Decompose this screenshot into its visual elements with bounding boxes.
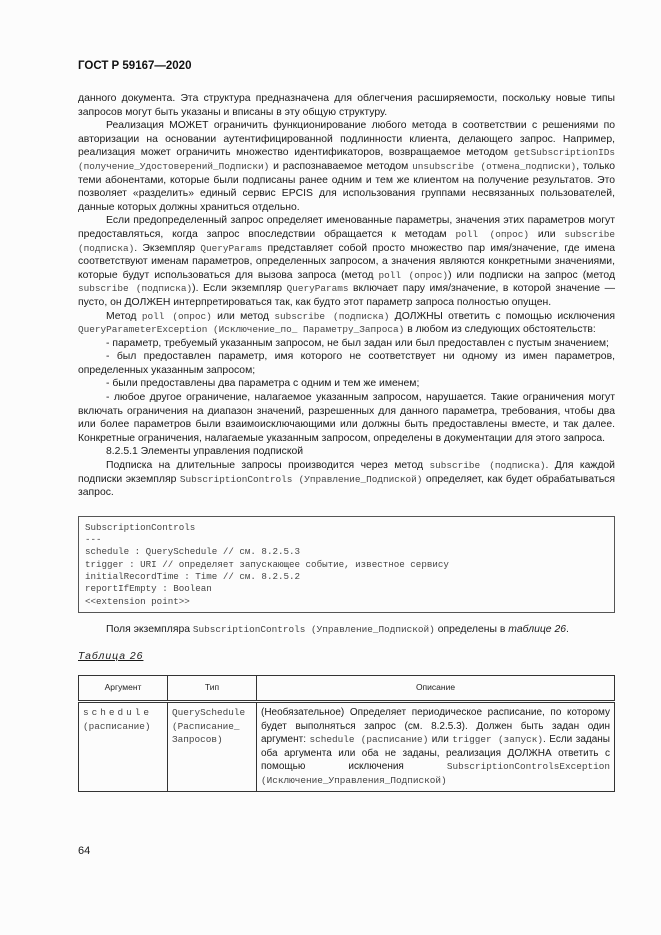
page-number: 64 [78,845,91,857]
column-header: Тип [168,676,257,702]
document-header: ГОСТ Р 59167—2020 [78,60,192,72]
paragraph-5: Подписка на длительные запросы производится через метод subscribe (подписка). Для каждой подписки экземпляр SubscriptionControls (Управление_Подпиской) определяет, как будет обрабатываться запрос. [78,460,615,499]
paragraph-1: данного документа. Эта структура предназначена для облегчения расширяемости, поскольку новые типы запросов могут быть указаны и вписаны в эту общую структуру. [78,93,615,118]
table-row [79,702,615,792]
paragraph-3: Если предопределенный запрос определяет именованные параметры, значения этих параметров могут предоставляться, когда запрос впоследствии обращается к методам poll (опрос) или subscribe (подписка). Экземпляр QueryParams представляет собой просто множество пар имя/значение, где имена соответствуют именам параметров, определенных запросом, а значения являются конкретными значениями, которые будут использоваться для вызова запроса (метод poll (опрос)) или подписки на запрос (метод subscribe (подписка)). Если экземпляр QueryParams включает пару имя/значение, в которой значение — пусто, он ДОЛЖЕН интерпретироваться так, как будто этот параметр запроса полностью опущен. [78,215,616,308]
paragraph-2: Реализация МОЖЕТ ограничить функционирование любого метода в соответствии с решениями по авторизации на основании аутентифицированной подлинности клиента, делающего запрос. Например, реализация может ограничить множество идентификаторов, возвращаемое методом getSubscriptionIDs (получение_Удостоверений_Подписки) и распознаваемое методом unsubscribe (отмена_подписки), только теми абонентами, которые были подписаны ранее одним и тем же клиентом на получение результатов. Это позволяет «разделить» единый сервис EPCIS для использования группами несвязанных пользователей, данные которых должны храниться отдельно. [78,120,616,213]
column-header: Аргумент [79,676,168,702]
description-cell: (Необязательное) Определяет периодическое расписание, по которому будет выполняться запрос (см. 8.2.5.3). Должен быть задан один аргумент: schedule (расписание) или trigger (запуск). Если заданы оба аргумента или оба не заданы, реализация ДОЛЖНА ответить с помощью исключения SubscriptionControlsException (Исключение_Управления_Подпиской) [257,702,615,792]
list-item: - был предоставлен параметр, имя которого не соответствует ни одному из имен параметров, определенных указанным запросом; [78,351,615,376]
type-cell: QuerySchedule (Расписание_ Запросов) [168,702,257,792]
section-heading: 8.2.5.1 Элементы управления подпиской [106,446,304,458]
list-item: - параметр, требуемый указанным запросом, не был задан или был предоставлен с пустым значением; [106,337,609,349]
list-item: - были предоставлены два параметра с одним и тем же именем; [106,378,420,390]
table-caption: Таблица 26 [78,651,144,663]
table-26 [78,675,615,792]
document-body [78,92,615,792]
list-item: - любое другое ограничение, налагаемое указанным запросом, нарушается. Такие ограничения могут включать ограничения на диапазон значений, разрешенных для данного параметра, требования, чтобы два или более параметров были взаимоисключающими или должны быть предоставлены вместе, и так далее. Конкретные ограничения, налагаемые указанным запросом, определены в документации для этого запроса. [78,392,615,444]
paragraph-4: Метод poll (опрос) или метод subscribe (подписка) ДОЛЖНЫ ответить с помощью исключения QueryParameterException (Исключение_по_ Параметру_Запроса) в любом из следующих обстоятельств: [78,310,615,336]
argument-cell: schedule (расписание) [79,702,168,792]
column-header: Описание [257,676,615,702]
code-block: SubscriptionControls --- schedule : QuerySchedule // см. 8.2.5.3 trigger : URI // определяет запускающее событие, известное сервису initialRecordTime : Time // см. 8.2.5.2 reportIfEmpty : Boolean <<extension point>> [78,516,615,613]
paragraph-6: Поля экземпляра SubscriptionControls (Управление_Подпиской) определены в таблице 26. [106,623,569,635]
